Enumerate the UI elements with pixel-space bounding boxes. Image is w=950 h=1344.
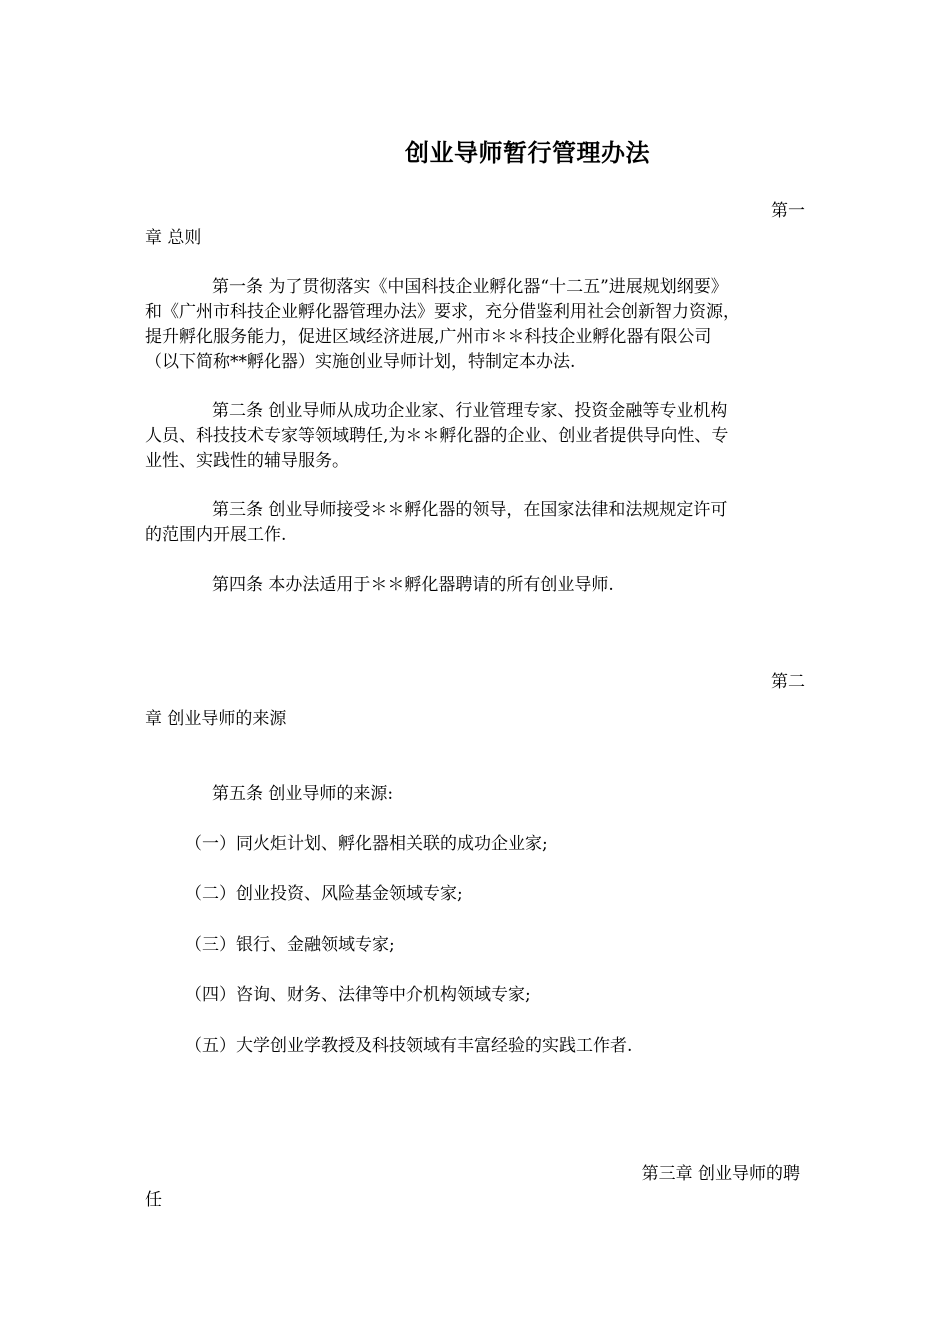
article-4-line-1: 第四条 本办法适用于＊＊孵化器聘请的所有创业导师.: [212, 575, 614, 595]
article-2-line-2: 人员、科技技术专家等领域聘任,为＊＊孵化器的企业、创业者提供导向性、专: [145, 426, 729, 446]
chapter-1-heading-left: 章 总则: [145, 228, 202, 248]
article-1-line-3: 提升孵化服务能力，促进区域经济进展,广州市＊＊科技企业孵化器有限公司: [145, 327, 712, 347]
article-2-line-3: 业性、实践性的辅导服务。: [145, 451, 349, 471]
article-5-line-1: 第五条 创业导师的来源:: [212, 784, 394, 804]
source-item-5: （五）大学创业学教授及科技领域有丰富经验的实践工作者.: [185, 1036, 633, 1056]
source-item-3: （三）银行、金融领域专家;: [185, 935, 395, 955]
chapter-3-heading-right: 第三章 创业导师的聘: [641, 1164, 800, 1184]
chapter-3-heading-left: 任: [145, 1190, 162, 1210]
article-2-line-1: 第二条 创业导师从成功企业家、行业管理专家、投资金融等专业机构: [212, 401, 728, 421]
chapter-2-heading-left: 章 创业导师的来源: [145, 709, 287, 729]
source-item-2: （二）创业投资、风险基金领域专家;: [185, 884, 463, 904]
article-1-line-1: 第一条 为了贯彻落实《中国科技企业孵化器“十二五”进展规划纲要》: [212, 277, 728, 297]
article-3-line-2: 的范围内开展工作.: [145, 525, 287, 545]
chapter-1-heading-right: 第一: [771, 201, 805, 221]
source-item-1: （一）同火炬计划、孵化器相关联的成功企业家;: [185, 834, 548, 854]
article-3-line-1: 第三条 创业导师接受＊＊孵化器的领导，在国家法律和法规规定许可: [212, 500, 728, 520]
chapter-2-heading-right: 第二: [771, 672, 805, 692]
article-1-line-2: 和《广州市科技企业孵化器管理办法》要求，充分借鉴利用社会创新智力资源，: [145, 302, 740, 322]
article-1-line-4: （以下简称**孵化器）实施创业导师计划，特制定本办法.: [145, 352, 576, 372]
document-title: 创业导师暂行管理办法: [405, 138, 650, 167]
source-item-4: （四）咨询、财务、法律等中介机构领域专家;: [185, 985, 531, 1005]
